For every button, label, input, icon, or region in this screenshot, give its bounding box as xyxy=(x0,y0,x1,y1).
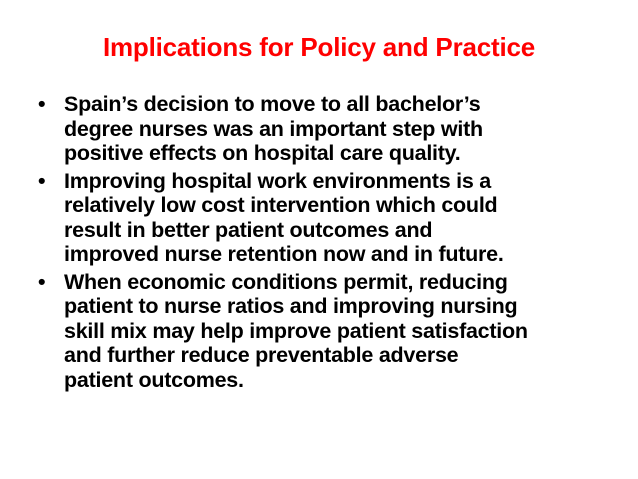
bullet-dot-icon: • xyxy=(38,269,46,294)
slide-title: Implications for Policy and Practice xyxy=(102,32,536,62)
bullet-line: relatively low cost intervention which could xyxy=(64,193,498,217)
bullet-line: positive effects on hospital care quality. xyxy=(64,141,461,165)
bullet-list xyxy=(38,92,628,395)
bullet-item xyxy=(38,270,628,393)
bullet-line: Improving hospital work environments is a xyxy=(64,168,492,193)
bullet-line: degree nurses was an important step with xyxy=(64,116,483,141)
bullet-line: patient to nurse ratios and improving nursing xyxy=(64,294,518,318)
bullet-dot-icon: • xyxy=(38,92,46,116)
bullet-line: and further reduce preventable adverse xyxy=(64,343,459,367)
bullet-line: result in better patient outcomes and xyxy=(64,217,433,242)
bullet-line: improved nurse retention now and in future. xyxy=(64,242,504,266)
bullet-line: patient outcomes. xyxy=(64,367,244,392)
bullet-item xyxy=(38,169,628,267)
bullet-dot-icon: • xyxy=(38,168,46,193)
bullet-line: When economic conditions permit, reducing xyxy=(64,269,508,294)
bullet-line: skill mix may help improve patient satisfaction xyxy=(64,318,528,343)
bullet-item xyxy=(38,92,628,166)
bullet-line: Spain’s decision to move to all bachelor’s xyxy=(64,92,481,116)
